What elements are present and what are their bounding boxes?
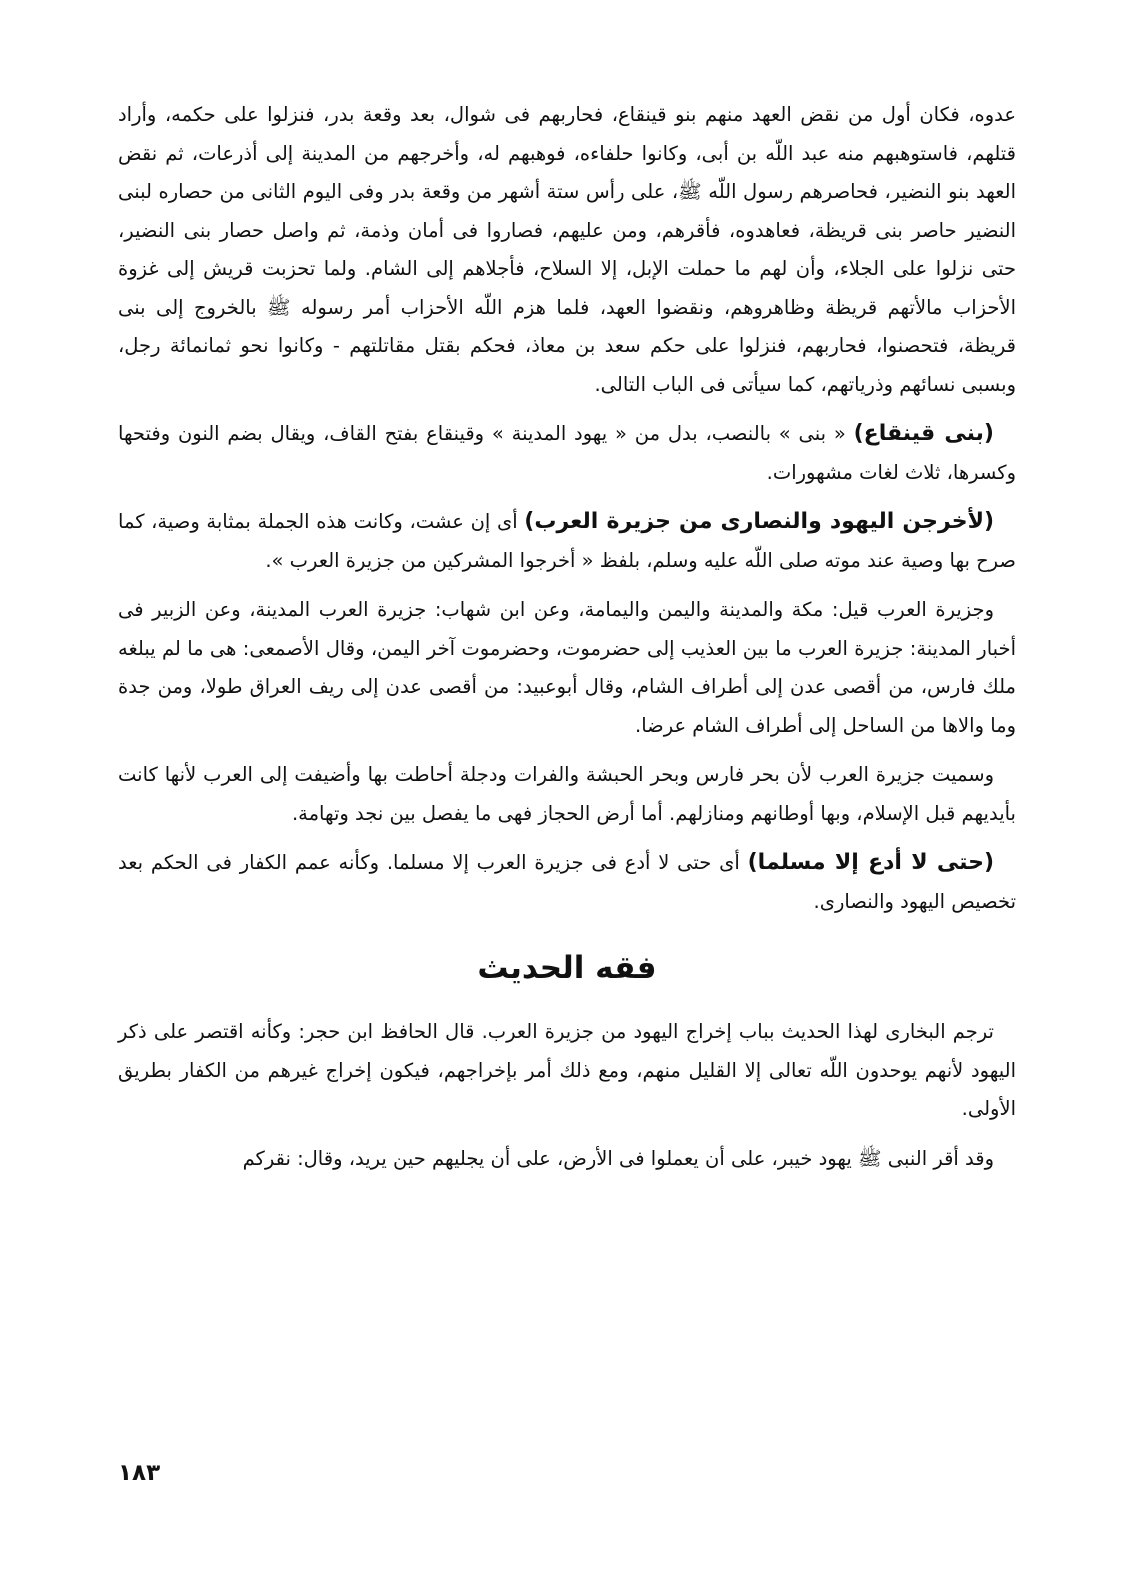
page-body — [118, 96, 1016, 1189]
paragraph-text: أى إن عشت، وكانت هذه الجملة بمثابة وصية، كما صرح بها وصية عند موته صلى اللّه عليه وسلم، بلفظ « أخرجوا المشركين من جزيرة العرب ». — [118, 510, 1016, 572]
paragraph-bani-qaynuqa — [118, 415, 1016, 492]
paragraph-text: عدوه، فكان أول من نقض العهد منهم بنو قينقاع، فحاربهم فى شوال، بعد وقعة بدر، فنزلوا على حكمه، وأراد قتلهم، فاستوهبهم منه عبد اللّه بن أبى، وكانوا حلفاءه، فوهبهم له، وأخرجهم من المدينة إلى أذرعات، ثم نقض العهد بنو النضير، فحاصرهم رسول اللّه ﷺ، على رأس ستة أشهر من وقعة بدر وفى اليوم الثانى من حصاره لبنى النضير حاصر بنى قريظة، فعاهدوه، فأقرهم، ومن عليهم، فصاروا فى أمان وذمة، ثم واصل حصار بنى النضير، حتى نزلوا على الجلاء، وأن لهم ما حملت الإبل، إلا السلاح، فأجلاهم إلى الشام. ولما تحزبت قريش إلى غزوة الأحزاب مالأتهم قريظة وظاهروهم، ونقضوا العهد، فلما هزم اللّه الأحزاب أمر رسوله ﷺ بالخروج إلى بنى قريظة، فتحصنوا، فحاربهم، فنزلوا على حكم سعد بن معاذ، فحكم بقتل مقاتلتهم - وكانوا نحو ثمانمائة رجل، وبسبى نسائهم وذرياتهم، كما سيأتى فى الباب التالى. — [118, 103, 1016, 396]
section-heading: فقه الحديث — [477, 950, 657, 986]
paragraph-banu-qaynuqa-history — [118, 96, 1016, 404]
paragraph-text: وجزيرة العرب قيل: مكة والمدينة واليمن واليمامة، وعن ابن شهاب: جزيرة العرب المدينة، وعن الزبير فى أخبار المدينة: جزيرة العرب ما بين العذيب إلى حضرموت، وحضرموت آخر اليمن، وقال الأصمعى: هى ما لم يبلغه ملك فارس، من أقصى عدن إلى أطراف الشام، وقال أبوعبيد: من أقصى عدن إلى ريف العراق طولا، ومن جدة وما والاها من الساحل إلى أطراف الشام عرضا. — [118, 598, 1016, 737]
paragraph-only-muslim — [118, 844, 1016, 921]
paragraph-text: وقد أقر النبى ﷺ يهود خيبر، على أن يعملوا فى الأرض، على أن يجليهم حين يريد، وقال: نقركم — [242, 1146, 994, 1170]
paragraph-text: وسميت جزيرة العرب لأن بحر فارس وبحر الحبشة والفرات ودجلة أحاطت بها وأضيفت إلى العرب لأنها كانت بأيديهم قبل الإسلام، وبها أوطانهم ومنازلهم. أما أرض الحجاز فهى ما يفصل بين نجد وتهامة. — [118, 763, 1016, 825]
paragraph-peninsula-definition — [118, 591, 1016, 745]
paragraph-peninsula-naming — [118, 756, 1016, 833]
paragraph-arabian-peninsula-hadith — [118, 503, 1016, 580]
page-number: ١٨٣ — [118, 1460, 161, 1486]
paragraph-bukhari-chapter — [118, 1013, 1016, 1129]
paragraph-text: « بنى » بالنصب، بدل من « يهود المدينة » وقينقاع بفتح القاف، ويقال بضم النون وفتحها وكسرها، ثلاث لغات مشهورات. — [118, 422, 1016, 484]
bold-term: (لأخرجن اليهود والنصارى من جزيرة العرب) — [524, 509, 995, 534]
bold-term: (بنى قينقاع) — [853, 421, 994, 446]
paragraph-text: أى حتى لا أدع فى جزيرة العرب إلا مسلما. وكأنه عمم الكفار فى الحكم بعد تخصيص اليهود والنصارى. — [118, 851, 1016, 913]
bold-term: (حتى لا أدع إلا مسلما) — [747, 850, 994, 875]
paragraph-khaybar — [118, 1140, 1016, 1179]
paragraph-text: ترجم البخارى لهذا الحديث بباب إخراج اليهود من جزيرة العرب. قال الحافظ ابن حجر: وكأنه اقتصر على ذكر اليهود لأنهم يوحدون اللّه تعالى إلا القليل منهم، ومع ذلك أمر بإخراجهم، فيكون إخراج غيرهم من الكفار بطريق الأولى. — [118, 1020, 1016, 1120]
